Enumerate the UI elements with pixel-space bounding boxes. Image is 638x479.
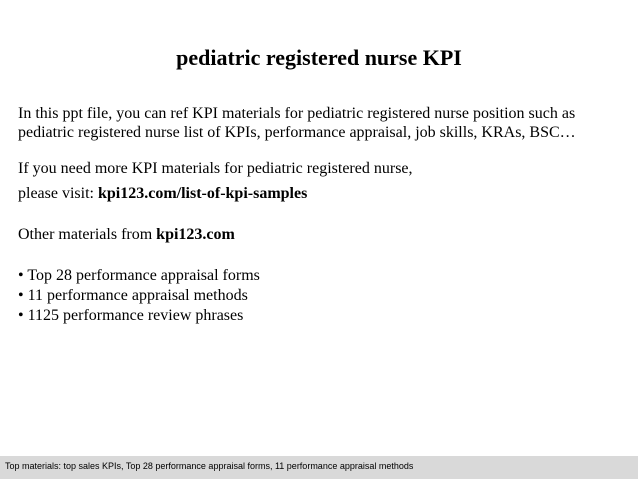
list-item: • 11 performance appraisal methods	[18, 287, 248, 304]
slide-body	[18, 104, 622, 326]
list-item: • Top 28 performance appraisal forms	[18, 267, 260, 284]
materials-list	[18, 266, 622, 326]
slide-title: pediatric registered nurse KPI	[176, 45, 462, 70]
other-prefix: Other materials from	[18, 226, 157, 243]
footer-bar	[0, 456, 638, 479]
visit-line	[18, 184, 622, 203]
footer-text: Top materials: top sales KPIs, Top 28 performance appraisal forms, 11 performance appraisal methods	[5, 461, 414, 471]
intro-paragraph: In this ppt file, you can ref KPI materials for pediatric registered nurse position such as pediatric registered nurse list of KPIs, performance appraisal, job skills, KRAs, BSC…	[18, 105, 576, 141]
other-link[interactable]: kpi123.com	[156, 226, 235, 243]
visit-link[interactable]: kpi123.com/list-of-kpi-samples	[97, 185, 308, 202]
visit-prefix: please visit:	[18, 185, 98, 202]
more-materials-paragraph: If you need more KPI materials for pediatric registered nurse,	[18, 160, 413, 177]
list-item: • 1125 performance review phrases	[18, 307, 244, 324]
other-materials-line	[18, 225, 622, 244]
